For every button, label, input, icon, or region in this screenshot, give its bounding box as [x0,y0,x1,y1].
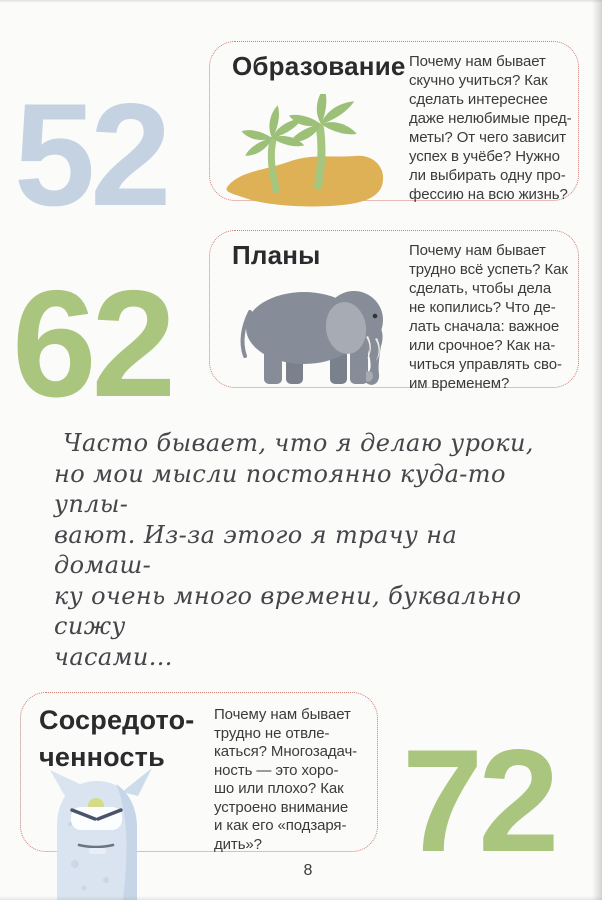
text-line: трудно всё успеть? Как [409,261,568,278]
text-line: не копились? Что де- [409,299,556,316]
scan-edge-top [0,0,602,3]
entry-page-number-62: 62 [12,259,172,429]
card-description-plans [409,241,577,393]
text-line: шо или плохо? Как [214,780,344,797]
text-line: или срочное? Как на- [409,337,556,354]
text-line: ку очень много времени, буквально сижу [54,581,522,640]
text-line: скучно учиться? Как [409,72,548,89]
card-description-education [409,52,577,204]
title-line-1: Сосредото- [39,705,195,735]
text-line: каться? Многозадач- [214,743,358,760]
text-line: Почему нам бывает [409,53,546,70]
text-line: меты? От чего зависит [409,129,567,146]
handwritten-note [54,428,559,672]
text-line: часами... [54,642,173,671]
card-title-plans: Планы [232,240,321,270]
text-line: трудно не отвле- [214,724,330,742]
title-line-2: ченность [39,742,165,772]
card-description-concentration [214,706,370,854]
entry-page-number-72: 72 [402,719,555,882]
text-line: сделать интереснее [409,91,548,108]
card-title-education: Образование [232,51,406,81]
text-line: дить»? [214,835,262,853]
text-line: даже нелюбимые пред- [409,110,572,127]
text-line: Почему нам бывает [409,242,546,259]
text-line: и как его «подзаря- [214,817,347,834]
text-line: им временем? [409,375,510,392]
page-number: 8 [303,862,313,879]
palm-island-icon [220,94,388,211]
toc-card-education [209,41,579,201]
toc-card-plans [209,230,579,392]
text-line: успех в учёбе? Нужно [409,148,560,165]
text-line: ли выбирать одну про- [409,167,566,184]
text-line: сделать, чтобы дела [409,280,552,297]
text-line: но мои мысли постоянно куда-то уплы- [54,459,506,518]
monster-icon [40,766,162,900]
card-title-concentration [39,702,194,776]
scan-edge-right [592,0,602,900]
text-line: Почему нам бывает [214,706,351,723]
text-line: ность — это хоро- [214,761,339,779]
text-line: читься управлять сво- [409,356,562,373]
text-line: фессию на всю жизнь? [409,186,568,203]
entry-page-number-52: 52 [14,73,167,236]
text-line: вают. Из-за этого я трачу на домаш- [54,520,458,579]
text-line: устроено внимание [214,798,349,816]
text-line: лать сначала: важное [409,318,560,335]
text-line: Часто бывает, что я делаю уроки, [63,429,534,457]
elephant-icon [226,276,396,386]
